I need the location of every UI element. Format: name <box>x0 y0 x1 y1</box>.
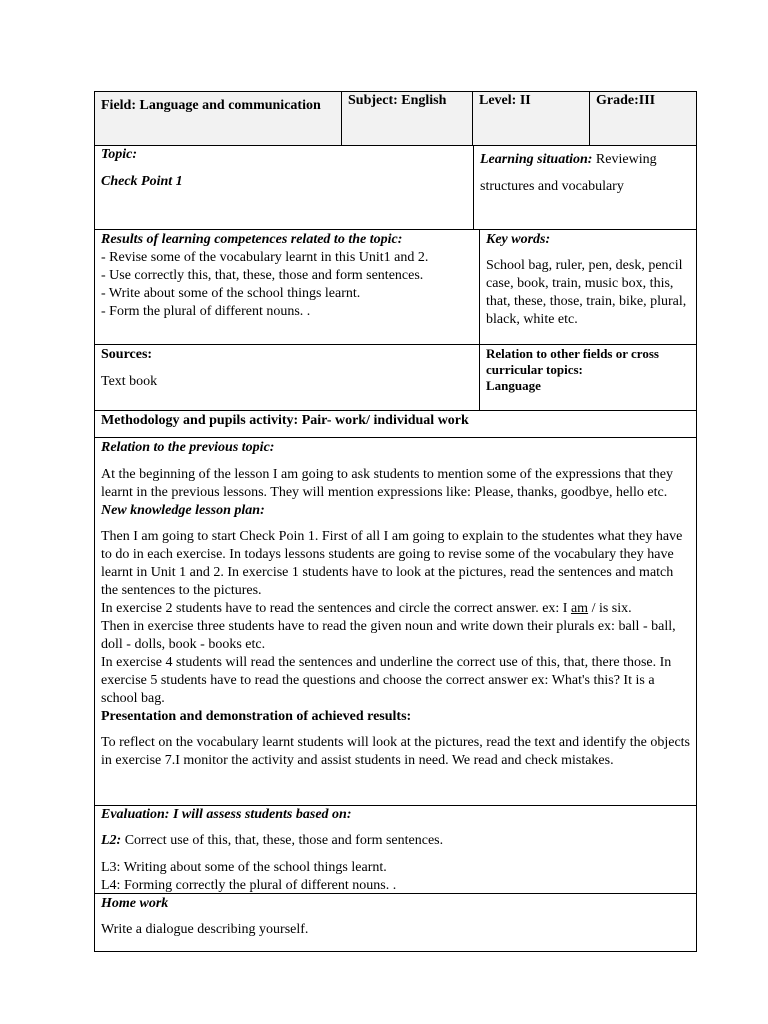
level-cell <box>473 92 589 110</box>
table-border-row4 <box>94 410 697 411</box>
relation-label: Relation to other fields or cross curricular topics: <box>486 346 659 377</box>
evaluation-cell <box>95 806 696 895</box>
grade-text: Grade:III <box>596 93 656 108</box>
grade-cell <box>590 92 696 110</box>
subject-cell <box>342 92 472 110</box>
relation-cell <box>480 346 696 394</box>
key-words-label: Key words: <box>486 232 551 247</box>
learning-situation-label: Learning situation: <box>480 152 593 167</box>
new-knowledge-p4: In exercise 4 students will read the sentences and underline the correct use of this, that, there those. In exercise 5 students have to read the questions and choose the correct answer ex: What's this? It is a school bag. <box>101 655 672 706</box>
methodology-cell <box>95 412 696 430</box>
topic-value: Check Point 1 <box>101 174 183 189</box>
lesson-plan-cell <box>95 439 696 770</box>
results-item: - Use correctly this, that, these, those and form sentences. <box>101 268 424 283</box>
new-knowledge-p2-before: In exercise 2 students have to read the sentences and circle the correct answer. ex: I <box>101 601 568 616</box>
field-text: Field: Language and communication <box>101 98 321 113</box>
new-knowledge-p2-after: / is six. <box>591 601 632 616</box>
level-text: Level: II <box>479 93 531 108</box>
evaluation-label: Evaluation: I will assess students based on: <box>101 807 352 822</box>
presentation-label: Presentation and demonstration of achieved results: <box>101 709 412 724</box>
evaluation-l4: L4: Forming correctly the plural of different nouns. . <box>101 878 397 893</box>
results-cell <box>95 231 479 321</box>
homework-cell <box>95 895 696 939</box>
topic-cell <box>95 146 473 191</box>
learning-situation-value: Reviewing structures and vocabulary <box>480 152 657 194</box>
new-knowledge-p1: Then I am going to start Check Poin 1. First of all I am going to explain to the studentes what they have to do in each exercise. In todays lessons students are going to revise some of the vocabulary they have learnt in Unit 1 and 2. In exercise 1 students have to look at the pictures, read the sentences and match the sentences to the pictures. <box>101 529 683 598</box>
results-item: - Write about some of the school things learnt. <box>101 286 361 301</box>
evaluation-l3: L3: Writing about some of the school things learnt. <box>101 860 387 875</box>
previous-topic-text: At the beginning of the lesson I am going to ask students to mention some of the expressions that they learnt in the previous lessons. They will mention expressions like: Please, thanks, goodbye, hello etc. <box>101 467 673 500</box>
table-border-row2 <box>94 229 697 230</box>
relation-value: Language <box>486 378 541 393</box>
key-words-cell <box>480 231 696 329</box>
results-label: Results of learning competences related to the topic: <box>101 232 403 247</box>
results-item: - Revise some of the vocabulary learnt in this Unit1 and 2. <box>101 250 429 265</box>
new-knowledge-p3: Then in exercise three students have to read the given noun and write down their plurals ex: ball - ball, doll - dolls, book - books etc. <box>101 619 676 652</box>
evaluation-l2-label: L2: <box>101 833 122 848</box>
sources-label: Sources: <box>101 347 153 362</box>
methodology-text: Methodology and pupils activity: Pair- work/ individual work <box>101 413 469 428</box>
subject-text: Subject: English <box>348 93 447 108</box>
new-knowledge-p2 <box>101 600 690 618</box>
results-item: - Form the plural of different nouns. . <box>101 304 311 319</box>
learning-situation-cell <box>474 146 696 200</box>
new-knowledge-label: New knowledge lesson plan: <box>101 503 265 518</box>
sources-value: Text book <box>101 374 158 389</box>
previous-topic-label: Relation to the previous topic: <box>101 440 275 455</box>
new-knowledge-p2-underlined: am <box>570 601 589 616</box>
presentation-text: To reflect on the vocabulary learnt students will look at the pictures, read the text and identify the objects in exercise 7.I monitor the activity and assist students in need. We read and check mistakes. <box>101 735 690 768</box>
evaluation-l2 <box>101 832 690 850</box>
table-border-row3 <box>94 344 697 345</box>
homework-text: Write a dialogue describing yourself. <box>101 922 309 937</box>
evaluation-l2-text: Correct use of this, that, these, those and form sentences. <box>124 833 444 848</box>
table-border-bottom <box>94 951 697 952</box>
field-cell <box>95 92 341 119</box>
sources-cell <box>95 346 479 391</box>
table-border-row5 <box>94 437 697 438</box>
homework-label: Home work <box>101 896 169 911</box>
table-border-right <box>696 91 697 952</box>
key-words-text: School bag, ruler, pen, desk, pencil case, book, train, music box, this, that, these, those, train, bike, plural, black, white etc. <box>486 258 687 327</box>
topic-label: Topic: <box>101 147 138 162</box>
